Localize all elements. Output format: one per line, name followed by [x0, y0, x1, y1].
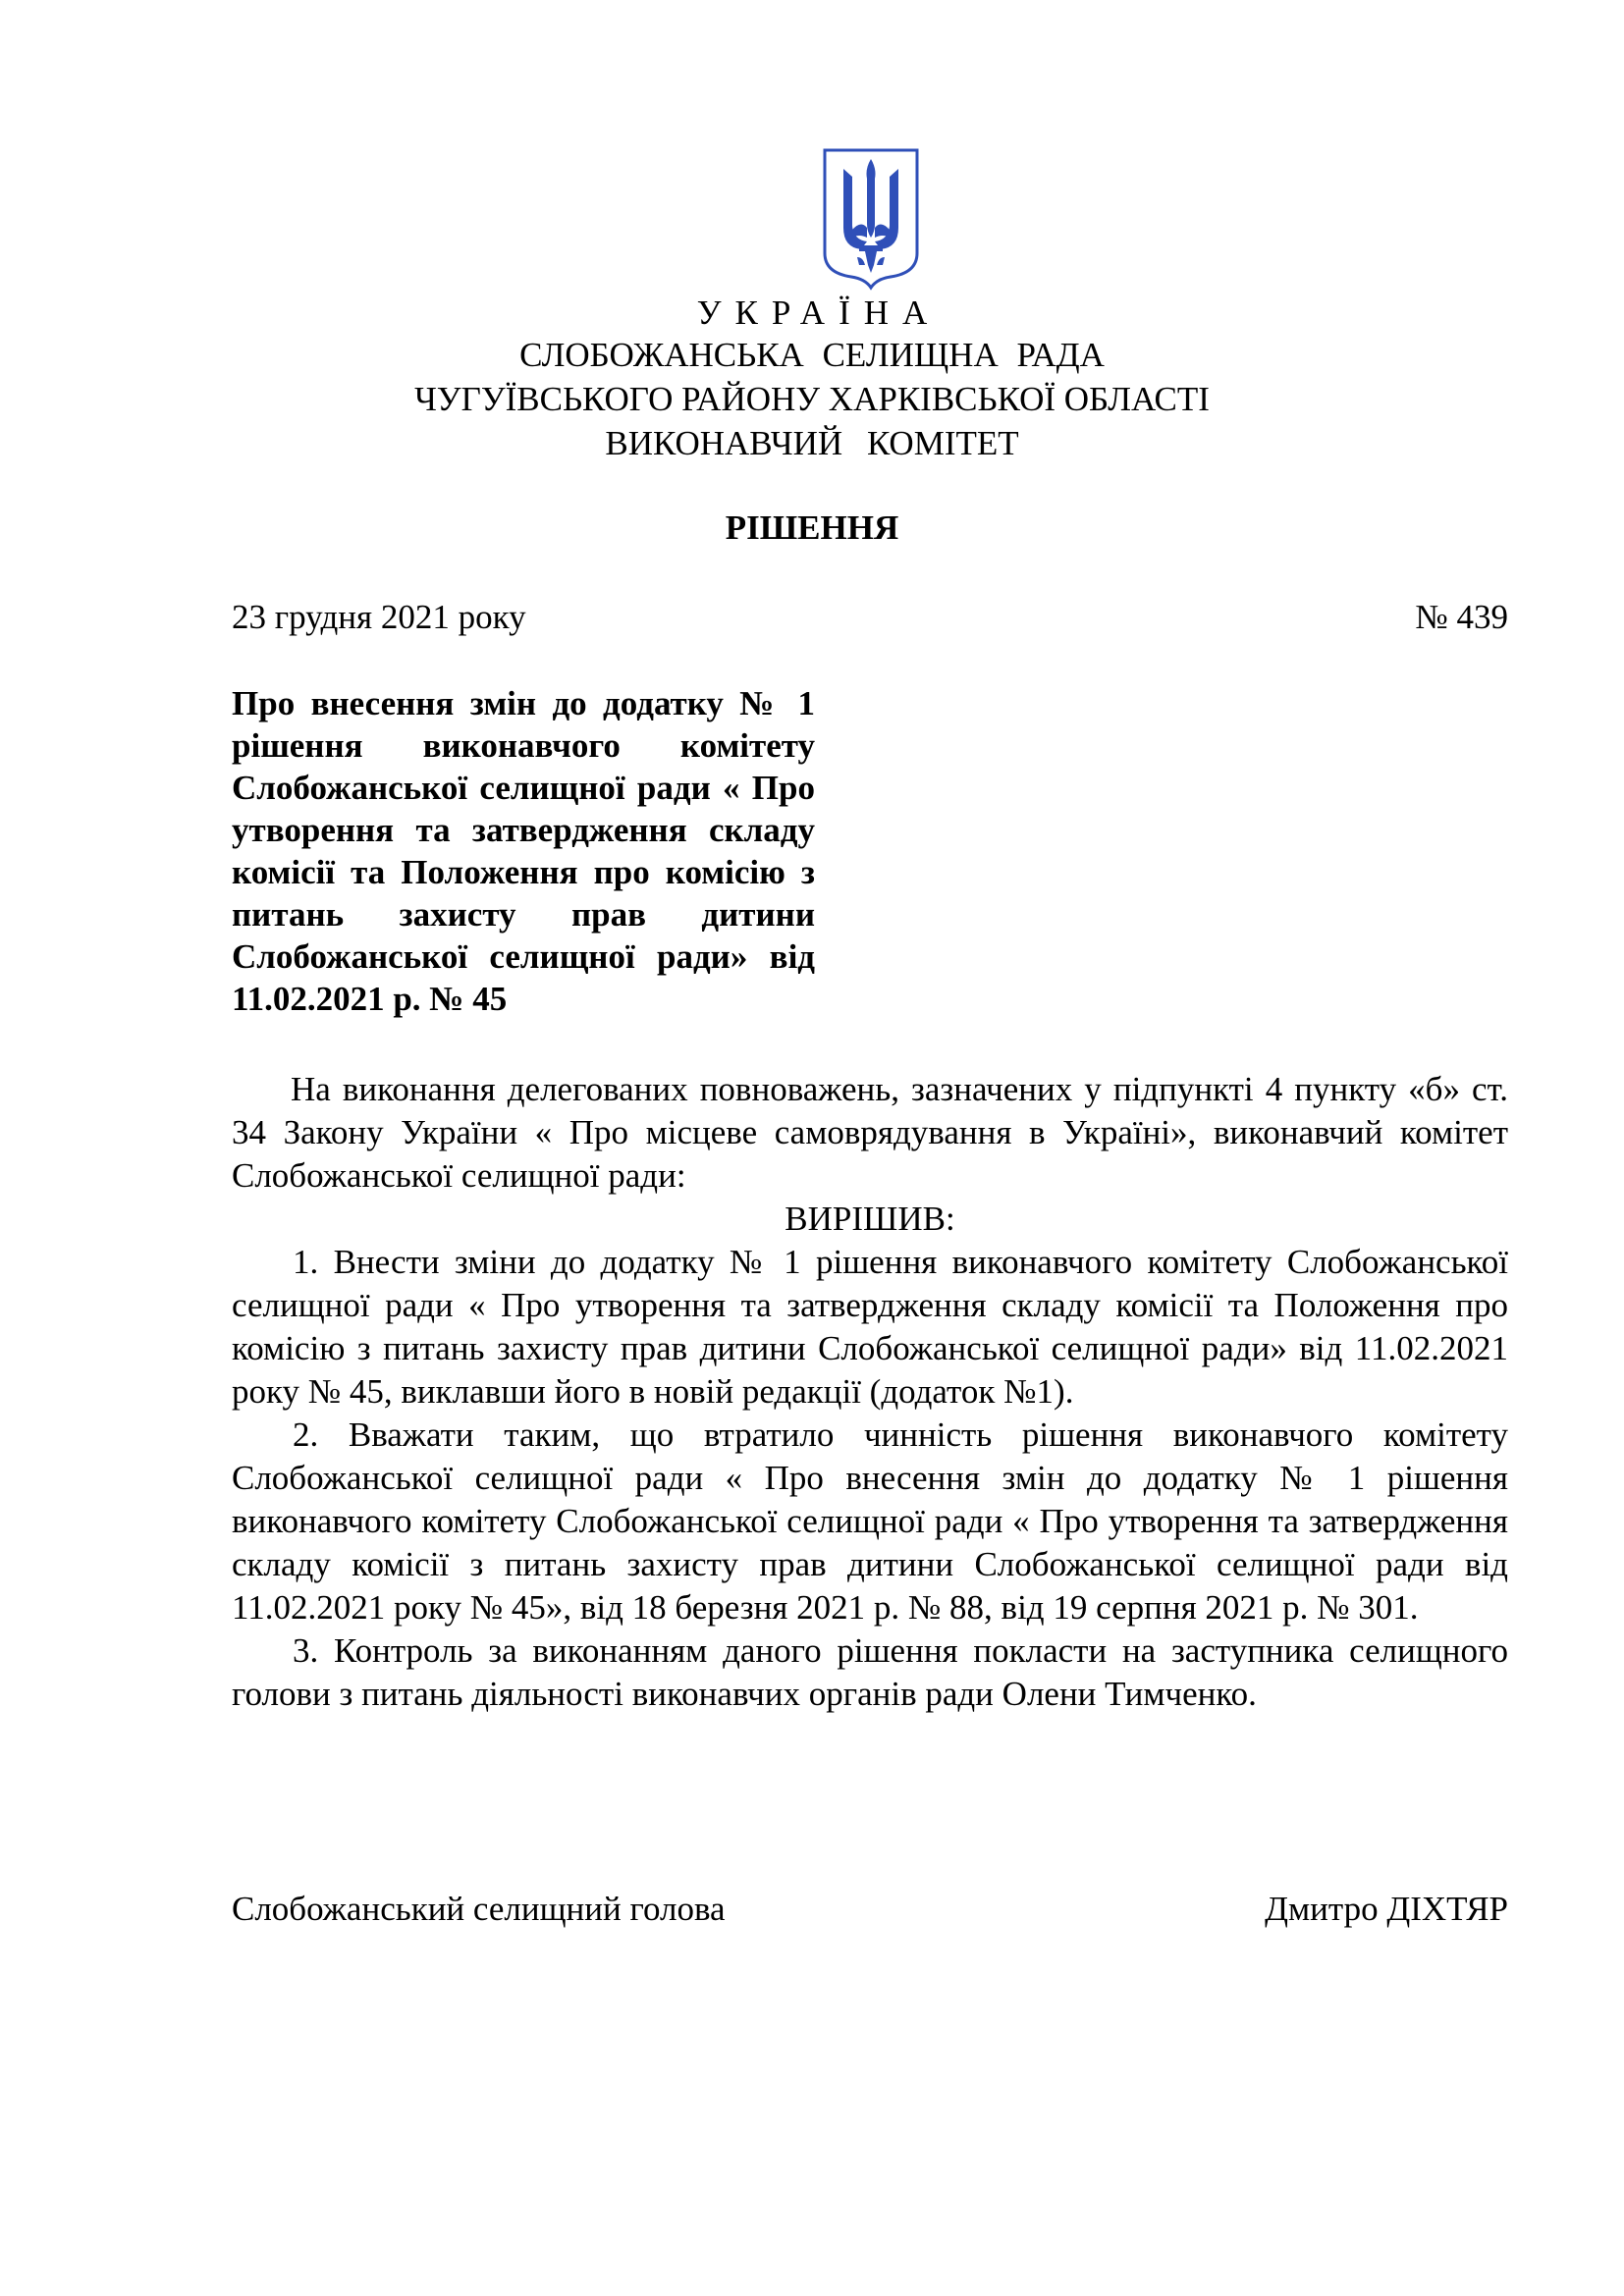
signatory-position: Слобожанський селищний голова	[232, 1890, 726, 1928]
document-title: РІШЕННЯ	[725, 508, 899, 547]
decision-item: 1. Внести зміни до додатку № 1 рішення виконавчого комітету Слобожанської селищної ради « Про утворення та затвердження складу комісії та Положення про комісію з питань захисту прав дитини Слобожанської селищної ради» від 11.02.2021 року № 45, виклавши його в новій редакції (додаток №1).	[232, 1243, 1508, 1411]
decision-body	[232, 1068, 1508, 1716]
council-heading: СЛОБОЖАНСЬКА СЕЛИЩНА РАДА	[519, 336, 1105, 374]
decision-item: 3. Контроль за виконанням даного рішення покласти на заступника селищного голови з питань діяльності виконавчих органів ради Олени Тимченко.	[232, 1631, 1508, 1713]
decision-item: 2. Вважати таким, що втратило чинність рішення виконавчого комітету Слобожанської селищної ради « Про внесення змін до додатку № 1 рішення виконавчого комітету Слобожанської селищної ради « Про утворення та затвердження складу комісії з питань захисту прав дитини Слобожанської селищної ради від 11.02.2021 року № 45», від 18 березня 2021 р. № 88, від 19 серпня 2021 р. № 301.	[232, 1415, 1508, 1627]
decision-subject: Про внесення змін до додатку № 1 рішення виконавчого комітету Слобожанської селищної ради « Про утворення та затвердження складу комісії та Положення про комісію з питань захисту прав дитини Слобожанської селищної ради» від 11.02.2021 р. № 45	[232, 684, 815, 1018]
preamble-paragraph: На виконання делегованих повноважень, зазначених у підпункті 4 пункту «б» ст. 34 Закону України « Про місцеве самоврядування в Україні», виконавчий комітет Слобожанської селищної ради:	[232, 1070, 1508, 1195]
resolved-heading: ВИРІШИВ:	[785, 1200, 955, 1238]
decision-date: 23 грудня 2021 року	[232, 598, 526, 636]
decision-number: № 439	[1415, 598, 1508, 636]
signatory-name: Дмитро ДІХТЯР	[1265, 1890, 1508, 1928]
coat-of-arms-icon	[822, 147, 920, 291]
district-heading: ЧУГУЇВСЬКОГО РАЙОНУ ХАРКІВСЬКОЇ ОБЛАСТІ	[414, 380, 1210, 418]
committee-heading: ВИКОНАВЧИЙ КОМІТЕТ	[605, 424, 1019, 462]
country-heading: УКРАЇНА	[696, 294, 942, 332]
